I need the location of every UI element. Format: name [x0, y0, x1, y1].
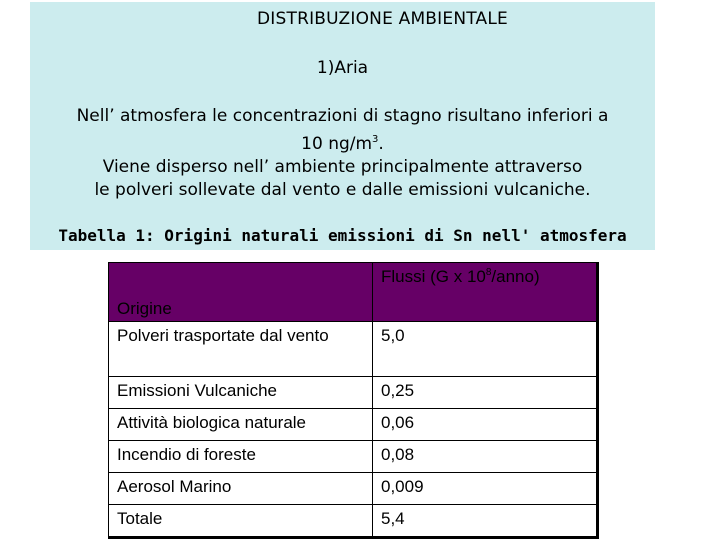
- origin-cell: Incendio di foreste: [109, 441, 373, 473]
- flux-header-exponent: 8: [485, 267, 492, 278]
- origin-cell: Aerosol Marino: [109, 473, 373, 505]
- table-row: [109, 409, 598, 441]
- emissions-table: [108, 262, 599, 539]
- table-header-row: [109, 263, 598, 322]
- origin-cell: Emissioni Vulcaniche: [109, 377, 373, 409]
- flux-header-text: Flussi (G x 10: [381, 267, 486, 286]
- flux-cell: 0,06: [373, 409, 598, 441]
- origin-column-header: Origine: [109, 263, 373, 322]
- flux-cell: 0,009: [373, 473, 598, 505]
- flux-cell: 5,0: [373, 322, 598, 377]
- table-row: [109, 377, 598, 409]
- paragraph-line: Nell’ atmosfera le concentrazioni di stagno risultano inferiori a: [76, 106, 609, 126]
- flux-cell: 0,25: [373, 377, 598, 409]
- sentence-end: .: [378, 134, 384, 154]
- table-row: [109, 322, 598, 377]
- table-row: [109, 473, 598, 505]
- origin-cell: Polveri trasportate dal vento: [109, 322, 373, 377]
- origin-cell: Attività biologica naturale: [109, 409, 373, 441]
- page-title: DISTRIBUZIONE AMBIENTALE: [257, 9, 508, 29]
- table-row: [109, 441, 598, 473]
- unit-exponent: 3: [372, 134, 379, 145]
- intro-paragraph: [0, 105, 685, 202]
- paragraph-line: le polveri sollevate dal vento e dalle emissioni vulcaniche.: [94, 180, 591, 200]
- paragraph-line: Viene disperso nell’ ambiente principalmente attraverso: [102, 157, 583, 177]
- concentration-value: 10 ng/m: [301, 134, 373, 154]
- flux-cell: 0,08: [373, 441, 598, 473]
- table-caption: Tabella 1: Origini naturali emissioni di Sn nell' atmosfera: [58, 226, 627, 245]
- origin-cell: Totale: [109, 505, 373, 538]
- section-subtitle: 1)Aria: [316, 58, 369, 78]
- flux-header-unit: /anno): [491, 267, 540, 286]
- flux-cell: 5,4: [373, 505, 598, 538]
- flux-column-header: [373, 263, 598, 322]
- table-row: [109, 505, 598, 538]
- paragraph-line: [0, 128, 685, 156]
